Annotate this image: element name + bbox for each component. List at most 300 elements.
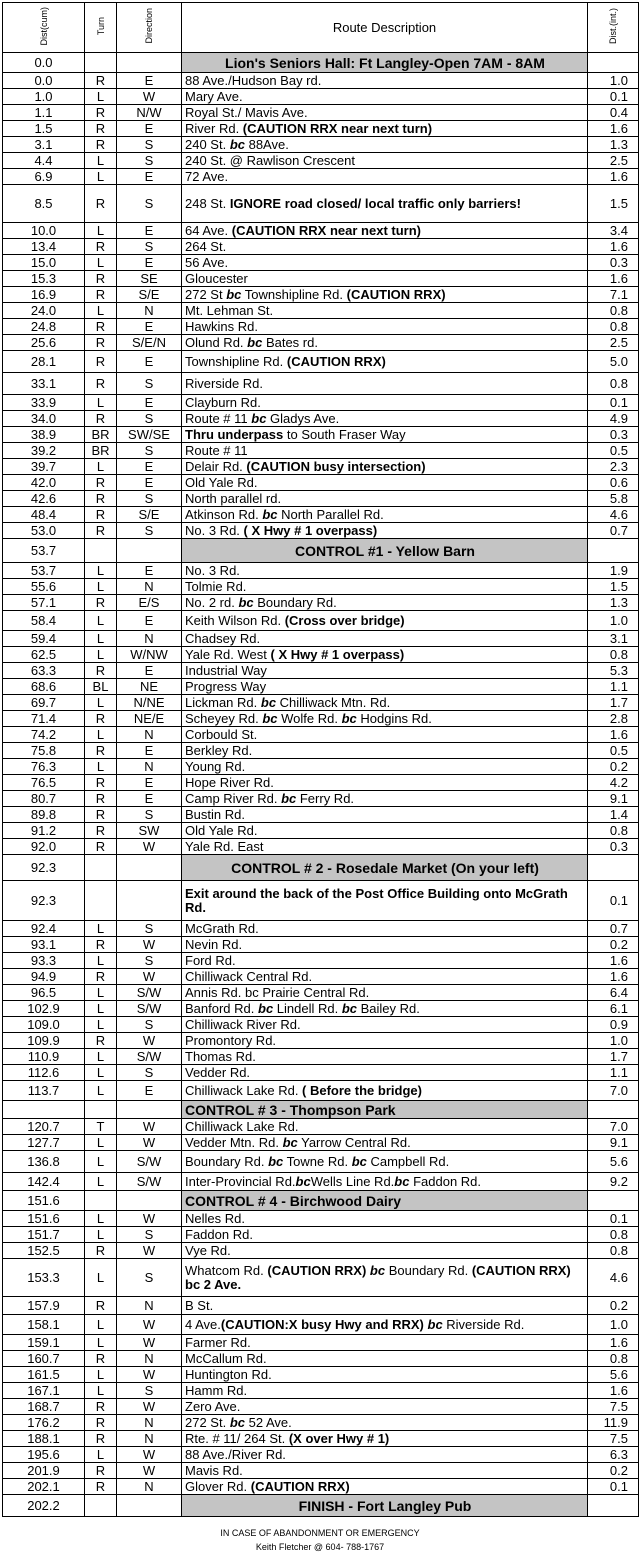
- cell-turn: L: [85, 647, 117, 663]
- cell-route-description: [182, 53, 588, 73]
- cell-direction: W: [117, 969, 182, 985]
- cell-dist-cum: 113.7: [3, 1081, 85, 1101]
- cell-dist-int: 5.8: [588, 491, 639, 507]
- cell-direction: S: [117, 953, 182, 969]
- cell-route-description: [182, 373, 588, 395]
- cell-dist-cum: 102.9: [3, 1001, 85, 1017]
- route-text: (CAUTION RRX): [267, 1262, 367, 1278]
- cell-route-description: [182, 985, 588, 1001]
- cell-dist-int: 0.8: [588, 319, 639, 335]
- route-text: Chilliwack Mtn. Rd.: [276, 694, 391, 710]
- cell-turn: L: [85, 1315, 117, 1335]
- cell-dist-int: 0.8: [588, 373, 639, 395]
- route-text: Chilliwack River Rd.: [185, 1016, 301, 1032]
- route-text: bc: [281, 790, 297, 806]
- cue-sheet-table: [2, 2, 639, 1517]
- cell-dist-int: 1.1: [588, 679, 639, 695]
- cell-direction: N: [117, 1297, 182, 1315]
- cell-direction: S/W: [117, 1049, 182, 1065]
- cell-dist-cum: 39.2: [3, 443, 85, 459]
- cell-dist-int: 1.0: [588, 1033, 639, 1049]
- route-row: [3, 443, 639, 459]
- cell-route-description: [182, 351, 588, 373]
- cell-dist-cum: 92.0: [3, 839, 85, 855]
- cell-turn: L: [85, 727, 117, 743]
- route-text: bc: [262, 710, 278, 726]
- cell-route-description: [182, 1211, 588, 1227]
- cell-turn: L: [85, 1081, 117, 1101]
- cell-direction: W: [117, 1463, 182, 1479]
- cell-route-description: [182, 239, 588, 255]
- cell-route-description: [182, 169, 588, 185]
- cell-dist-cum: 110.9: [3, 1049, 85, 1065]
- cell-direction: W: [117, 937, 182, 953]
- cell-dist-cum: 80.7: [3, 791, 85, 807]
- cell-route-description: [182, 427, 588, 443]
- route-row: [3, 303, 639, 319]
- cell-direction: S: [117, 1065, 182, 1081]
- cell-route-description: [182, 759, 588, 775]
- route-row: [3, 647, 639, 663]
- cell-dist-int: 1.0: [588, 611, 639, 631]
- route-text: Tolmie Rd.: [185, 578, 247, 594]
- route-text: (CAUTION RRX): [346, 286, 446, 302]
- route-row: [3, 1135, 639, 1151]
- cell-route-description: [182, 1297, 588, 1315]
- cell-dist-int: 7.0: [588, 1081, 639, 1101]
- route-row: [3, 73, 639, 89]
- cell-direction: [117, 1191, 182, 1211]
- cell-route-description: [182, 1081, 588, 1101]
- cell-dist-int: 1.0: [588, 1315, 639, 1335]
- cell-direction: S: [117, 1227, 182, 1243]
- route-row: [3, 1367, 639, 1383]
- route-text: 272 St.: [185, 1414, 230, 1430]
- cell-direction: [117, 1101, 182, 1119]
- cell-turn: R: [85, 595, 117, 611]
- cell-dist-cum: 142.4: [3, 1173, 85, 1191]
- cell-direction: E: [117, 169, 182, 185]
- route-text: Mary Ave.: [185, 88, 243, 104]
- route-text: Mavis Rd.: [185, 1462, 243, 1478]
- cell-turn: L: [85, 459, 117, 475]
- route-row: [3, 1017, 639, 1033]
- cell-direction: N: [117, 727, 182, 743]
- cell-turn: L: [85, 695, 117, 711]
- cell-dist-int: 9.2: [588, 1173, 639, 1191]
- route-row: [3, 969, 639, 985]
- route-row: [3, 491, 639, 507]
- cell-dist-cum: 76.5: [3, 775, 85, 791]
- route-text: Chilliwack Lake Rd.: [185, 1082, 303, 1098]
- cell-dist-cum: 62.5: [3, 647, 85, 663]
- cell-route-description: [182, 953, 588, 969]
- route-row: [3, 89, 639, 105]
- cell-turn: [85, 1191, 117, 1211]
- route-text: Wolfe Rd.: [277, 710, 342, 726]
- route-text: Riverside Rd.: [442, 1316, 525, 1332]
- cell-route-description: [182, 1119, 588, 1135]
- cell-dist-int: 0.1: [588, 881, 639, 921]
- cell-route-description: [182, 1351, 588, 1367]
- route-row: [3, 1151, 639, 1173]
- cell-direction: E: [117, 743, 182, 759]
- route-text: Rte. # 11/ 264 St.: [185, 1430, 289, 1446]
- route-row: [3, 239, 639, 255]
- cell-dist-int: 0.8: [588, 823, 639, 839]
- cell-route-description: [182, 539, 588, 563]
- cell-direction: S: [117, 185, 182, 223]
- cell-dist-cum: 76.3: [3, 759, 85, 775]
- cell-direction: S: [117, 373, 182, 395]
- cell-dist-cum: 136.8: [3, 1151, 85, 1173]
- route-text: Gladys Ave.: [266, 410, 340, 426]
- cell-turn: T: [85, 1119, 117, 1135]
- route-text: bc: [226, 286, 242, 302]
- cell-turn: L: [85, 89, 117, 105]
- route-row: [3, 775, 639, 791]
- cell-turn: L: [85, 759, 117, 775]
- route-text: (CAUTION RRX near next turn): [242, 120, 433, 136]
- cell-direction: E: [117, 223, 182, 239]
- cell-dist-int: 1.6: [588, 969, 639, 985]
- route-text: Hope River Rd.: [185, 774, 274, 790]
- route-text: bc: [341, 710, 357, 726]
- route-text: No. 3 Rd.: [185, 562, 240, 578]
- cell-route-description: [182, 153, 588, 169]
- cell-dist-cum: 161.5: [3, 1367, 85, 1383]
- route-row: [3, 1315, 639, 1335]
- cell-route-description: [182, 223, 588, 239]
- cell-dist-cum: 1.0: [3, 89, 85, 105]
- route-row: [3, 1001, 639, 1017]
- cell-turn: R: [85, 523, 117, 539]
- route-row: [3, 1119, 639, 1135]
- cell-dist-cum: 15.0: [3, 255, 85, 271]
- cell-dist-cum: 112.6: [3, 1065, 85, 1081]
- cell-dist-int: 0.3: [588, 427, 639, 443]
- cell-dist-int: 0.8: [588, 1243, 639, 1259]
- route-text: 88Ave.: [244, 136, 289, 152]
- cell-dist-cum: 42.6: [3, 491, 85, 507]
- route-row: [3, 1227, 639, 1243]
- route-text: bc: [282, 1134, 298, 1150]
- route-text: IGNORE road closed/ local traffic only barriers!: [229, 195, 521, 211]
- route-row: [3, 137, 639, 153]
- cell-turn: R: [85, 335, 117, 351]
- route-text: Inter-Provincial Rd.: [185, 1173, 296, 1189]
- cell-turn: BR: [85, 443, 117, 459]
- cell-direction: W: [117, 839, 182, 855]
- cell-dist-cum: 53.7: [3, 563, 85, 579]
- route-text: ( Before the bridge): [302, 1082, 422, 1098]
- cell-direction: N: [117, 579, 182, 595]
- cell-route-description: [182, 823, 588, 839]
- cell-dist-int: 4.6: [588, 1259, 639, 1297]
- route-text: Royal St./ Mavis Ave.: [185, 104, 308, 120]
- route-text: Bailey Rd.: [357, 1000, 420, 1016]
- cell-turn: L: [85, 1383, 117, 1399]
- cell-route-description: [182, 679, 588, 695]
- cell-dist-int: 1.5: [588, 579, 639, 595]
- route-text: 88 Ave./River Rd.: [185, 1446, 286, 1462]
- cell-direction: S/W: [117, 985, 182, 1001]
- cell-dist-int: [588, 855, 639, 881]
- cell-turn: R: [85, 491, 117, 507]
- cell-dist-cum: 24.8: [3, 319, 85, 335]
- route-text: Campbell Rd.: [366, 1153, 450, 1169]
- cell-dist-cum: 109.9: [3, 1033, 85, 1049]
- cell-direction: N/NE: [117, 695, 182, 711]
- cell-dist-int: 1.3: [588, 595, 639, 611]
- cell-route-description: [182, 611, 588, 631]
- cell-direction: N: [117, 1415, 182, 1431]
- cell-route-description: [182, 563, 588, 579]
- cell-direction: SW: [117, 823, 182, 839]
- header-route-description: Route Description: [182, 3, 588, 53]
- cell-turn: L: [85, 255, 117, 271]
- cell-turn: [85, 1101, 117, 1119]
- route-row: [3, 1463, 639, 1479]
- cell-turn: L: [85, 1017, 117, 1033]
- route-text: Townshipline Rd.: [185, 353, 287, 369]
- cell-dist-int: 0.8: [588, 1351, 639, 1367]
- route-text: Mt. Lehman St.: [185, 302, 274, 318]
- cell-dist-cum: 157.9: [3, 1297, 85, 1315]
- cell-route-description: [182, 1415, 588, 1431]
- route-row: [3, 1259, 639, 1297]
- cell-dist-int: 0.3: [588, 839, 639, 855]
- cell-direction: [117, 1495, 182, 1517]
- route-text: ( X Hwy # 1 overpass): [243, 522, 378, 538]
- route-text: 240 St. @ Rawlison Crescent: [185, 152, 355, 168]
- cell-dist-int: [588, 1495, 639, 1517]
- route-text: Thru underpass: [185, 426, 284, 442]
- cell-dist-int: 0.2: [588, 759, 639, 775]
- cell-direction: S/E: [117, 287, 182, 303]
- cell-dist-int: 1.6: [588, 1383, 639, 1399]
- cell-route-description: [182, 523, 588, 539]
- cell-turn: R: [85, 239, 117, 255]
- route-row: [3, 153, 639, 169]
- route-row: [3, 727, 639, 743]
- cell-route-description: [182, 791, 588, 807]
- cell-direction: [117, 539, 182, 563]
- cell-route-description: [182, 73, 588, 89]
- header-row: [3, 3, 639, 53]
- cell-route-description: [182, 855, 588, 881]
- route-row: [3, 595, 639, 611]
- route-text: 72 Ave.: [185, 168, 229, 184]
- cell-dist-cum: 75.8: [3, 743, 85, 759]
- cell-route-description: [182, 475, 588, 491]
- cell-turn: R: [85, 287, 117, 303]
- cell-dist-int: 0.9: [588, 1017, 639, 1033]
- route-text: bc: [351, 1153, 367, 1169]
- route-row: [3, 631, 639, 647]
- cell-dist-int: 3.4: [588, 223, 639, 239]
- cell-turn: L: [85, 985, 117, 1001]
- route-text: 264 St.: [185, 238, 227, 254]
- cell-route-description: [182, 1447, 588, 1463]
- cell-route-description: [182, 395, 588, 411]
- cell-turn: L: [85, 611, 117, 631]
- cell-route-description: [182, 255, 588, 271]
- route-text: Promontory Rd.: [185, 1032, 277, 1048]
- cell-dist-cum: 15.3: [3, 271, 85, 287]
- cell-route-description: [182, 1463, 588, 1479]
- route-row: [3, 937, 639, 953]
- control-row: [3, 855, 639, 881]
- cell-dist-int: 3.1: [588, 631, 639, 647]
- cell-dist-cum: 68.6: [3, 679, 85, 695]
- control-row: [3, 1191, 639, 1211]
- cell-dist-cum: 53.0: [3, 523, 85, 539]
- cell-turn: R: [85, 823, 117, 839]
- route-text: Bustin Rd.: [185, 806, 245, 822]
- route-text: Progress Way: [185, 678, 267, 694]
- cell-direction: E: [117, 775, 182, 791]
- cell-dist-cum: 69.7: [3, 695, 85, 711]
- cell-route-description: [182, 105, 588, 121]
- cell-route-description: [182, 1479, 588, 1495]
- cell-dist-cum: 93.1: [3, 937, 85, 953]
- cell-turn: R: [85, 319, 117, 335]
- route-text: Annis Rd. bc Prairie Central Rd.: [185, 984, 370, 1000]
- cell-direction: W: [117, 1315, 182, 1335]
- route-row: [3, 121, 639, 137]
- cell-direction: NE/E: [117, 711, 182, 727]
- route-text: No. 3 Rd.: [185, 522, 244, 538]
- cell-dist-cum: 1.1: [3, 105, 85, 121]
- cell-route-description: [182, 839, 588, 855]
- route-text: Nelles Rd.: [185, 1210, 245, 1226]
- route-row: [3, 271, 639, 287]
- cell-dist-cum: 167.1: [3, 1383, 85, 1399]
- cell-turn: R: [85, 937, 117, 953]
- cell-turn: R: [85, 507, 117, 523]
- cell-dist-cum: 168.7: [3, 1399, 85, 1415]
- route-row: [3, 255, 639, 271]
- route-text: bc: [341, 1000, 357, 1016]
- cell-dist-int: 1.6: [588, 239, 639, 255]
- cell-route-description: [182, 969, 588, 985]
- route-row: [3, 427, 639, 443]
- route-row: [3, 1351, 639, 1367]
- cell-dist-int: 4.9: [588, 411, 639, 427]
- route-text: North parallel rd.: [185, 490, 282, 506]
- cell-dist-int: 7.1: [588, 287, 639, 303]
- cell-dist-cum: 202.1: [3, 1479, 85, 1495]
- route-text: Old Yale Rd.: [185, 822, 258, 838]
- route-row: [3, 335, 639, 351]
- cell-direction: S/E/N: [117, 335, 182, 351]
- cell-dist-cum: 93.3: [3, 953, 85, 969]
- cell-dist-cum: 33.1: [3, 373, 85, 395]
- route-text: Gloucester: [185, 270, 248, 286]
- route-text: bc: [229, 136, 245, 152]
- cell-direction: W: [117, 1211, 182, 1227]
- cell-turn: [85, 1495, 117, 1517]
- cell-direction: N: [117, 303, 182, 319]
- cell-turn: R: [85, 185, 117, 223]
- cell-direction: W: [117, 1243, 182, 1259]
- route-row: [3, 223, 639, 239]
- route-text: (X over Hwy # 1): [288, 1430, 390, 1446]
- cell-turn: L: [85, 303, 117, 319]
- cell-turn: [85, 539, 117, 563]
- cell-direction: S: [117, 921, 182, 937]
- route-text: Exit around the back of the Post Office Building onto McGrath Rd.: [185, 885, 568, 915]
- cell-dist-cum: 188.1: [3, 1431, 85, 1447]
- route-row: [3, 1335, 639, 1351]
- cell-dist-int: 1.5: [588, 185, 639, 223]
- route-text: 52 Ave.: [244, 1414, 292, 1430]
- cell-turn: R: [85, 839, 117, 855]
- cell-dist-int: 5.6: [588, 1151, 639, 1173]
- route-text: Faddon Rd.: [409, 1173, 482, 1189]
- cell-direction: S: [117, 443, 182, 459]
- cell-turn: BL: [85, 679, 117, 695]
- cell-route-description: [182, 1227, 588, 1243]
- route-text: Lickman Rd.: [185, 694, 261, 710]
- route-row: [3, 1243, 639, 1259]
- cell-dist-int: 0.5: [588, 443, 639, 459]
- cell-dist-cum: 48.4: [3, 507, 85, 523]
- cell-dist-int: [588, 1101, 639, 1119]
- cell-dist-cum: 120.7: [3, 1119, 85, 1135]
- cell-dist-cum: 34.0: [3, 411, 85, 427]
- cell-route-description: [182, 881, 588, 921]
- cell-turn: [85, 881, 117, 921]
- cell-route-description: [182, 287, 588, 303]
- cell-direction: NE: [117, 679, 182, 695]
- cell-dist-cum: 96.5: [3, 985, 85, 1001]
- cell-turn: R: [85, 1033, 117, 1049]
- route-text: Riverside Rd.: [185, 375, 264, 391]
- cell-dist-int: 1.6: [588, 271, 639, 287]
- cell-route-description: [182, 647, 588, 663]
- cell-turn: BR: [85, 427, 117, 443]
- control-row: [3, 539, 639, 563]
- route-row: [3, 695, 639, 711]
- route-text: Industrial Way: [185, 662, 267, 678]
- cell-turn: R: [85, 1243, 117, 1259]
- cell-dist-cum: 55.6: [3, 579, 85, 595]
- route-text: bc: [247, 334, 263, 350]
- route-row: [3, 823, 639, 839]
- cell-route-description: [182, 1495, 588, 1517]
- route-text: Bates rd.: [262, 334, 318, 350]
- route-text: (CAUTION:X busy Hwy and RRX): [220, 1316, 424, 1332]
- cell-dist-int: 2.8: [588, 711, 639, 727]
- cell-direction: E: [117, 663, 182, 679]
- route-text: Route # 11: [185, 410, 252, 426]
- cell-turn: L: [85, 1173, 117, 1191]
- cell-turn: R: [85, 711, 117, 727]
- cell-turn: R: [85, 1297, 117, 1315]
- cell-route-description: [182, 727, 588, 743]
- cell-turn: R: [85, 969, 117, 985]
- route-text: Hawkins Rd.: [185, 318, 258, 334]
- control-row: [3, 53, 639, 73]
- route-text: bc: [369, 1262, 386, 1278]
- route-row: [3, 523, 639, 539]
- route-text: ( X Hwy # 1 overpass): [270, 646, 405, 662]
- cell-route-description: [182, 663, 588, 679]
- route-text: Camp River Rd.: [185, 790, 282, 806]
- cell-dist-cum: 74.2: [3, 727, 85, 743]
